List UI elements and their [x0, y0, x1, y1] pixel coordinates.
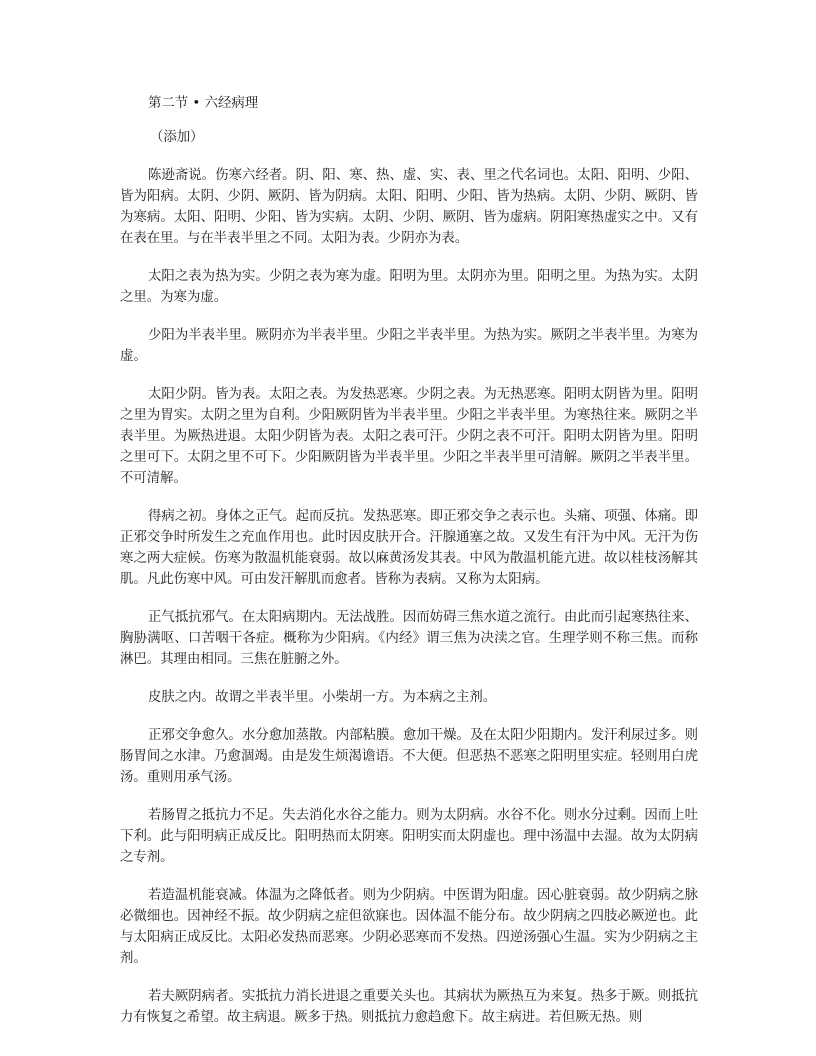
- paragraph: 皮肤之内。故谓之半表半里。小柴胡一方。为本病之主剂。: [148, 690, 497, 705]
- section-title: 第二节 • 六经病理: [148, 96, 259, 111]
- paragraph: 太阳之表为热为实。少阴之表为寒为虚。阳明为里。太阴亦为里。阳明之里。为热为实。太阴之里。为寒为虚。: [120, 269, 698, 305]
- paragraph: 太阳少阴。皆为表。太阳之表。为发热恶寒。少阴之表。为无热恶寒。阳明太阴皆为里。阳明之里为胃实。太阴之里为自利。少阳厥阴皆为半表半里。少阳之半表半里。为寒热往来。厥阴之半表半里。为厥热进退。太阳少阴皆为表。太阳之表可汗。少阴之表不可汗。阳明太阴皆为里。阳明之里可下。太阴之里不可下。少阳厥阴皆为半表半里。少阳之半表半里可清解。厥阴之半表半里。不可清解。: [120, 387, 698, 486]
- paragraph: 若肠胃之抵抗力不足。失去消化水谷之能力。则为太阴病。水谷不化。则水分过剩。因而上吐下利。此与阳明病正成反比。阳明热而太阴寒。阳明实而太阴虚也。理中汤温中去湿。故为太阴病之专剂。: [120, 808, 698, 865]
- paragraph: 若造温机能衰减。体温为之降低者。则为少阴病。中医谓为阳虚。因心脏衰弱。故少阴病之脉必微细也。因神经不振。故少阴病之症但欲寐也。因体温不能分布。故少阴病之四肢必厥逆也。此与太阳病正成反比。太阳必发热而恶寒。少阴必恶寒而不发热。四逆汤强心生温。实为少阴病之主剂。: [120, 888, 698, 966]
- paragraph: 得病之初。身体之正气。起而反抗。发热恶寒。即正邪交争之表示也。头痛、项强、体痛。即正邪交争时所发生之充血作用也。此时因皮肤开合。汗腺通塞之故。又发生有汗为中风。无汗为伤寒之两大症候。伤寒为散温机能衰弱。故以麻黄汤发其表。中风为散温机能亢进。故以桂枝汤解其肌。凡此伤寒中风。可由发汗解肌而愈者。皆称为表病。又称为太阳病。: [120, 509, 698, 587]
- paragraph: 正气抵抗邪气。在太阳病期内。无法战胜。因而妨碍三焦水道之流行。由此而引起寒热往来、胸胁满呕、口苦咽干各症。概称为少阳病。《内经》谓三焦为决渎之官。生理学则不称三焦。而称淋巴。其理由相同。三焦在脏腑之外。: [120, 610, 698, 667]
- section-subtitle: （添加）: [150, 130, 204, 145]
- page-content: [120, 93, 698, 1028]
- paragraph: 正邪交争愈久。水分愈加蒸散。内部粘膜。愈加干燥。及在太阳少阳期内。发汗利尿过多。则肠胃间之水津。乃愈涸竭。由是发生烦渴谵语。不大便。但恶热不恶寒之阳明里实症。轻则用白虎汤。重则用承气汤。: [120, 728, 698, 785]
- paragraph: 陈逊斋说。伤寒六经者。阴、阳、寒、热、虚、实、表、里之代名词也。太阳、阳明、少阳、皆为阳病。太阴、少阴、厥阴、皆为阴病。太阳、阳明、少阳、皆为热病。太阴、少阴、厥阴、皆为寒病。太阳、阳明、少阳、皆为实病。太阴、少阴、厥阴、皆为虚病。阴阳寒热虚实之中。又有在表在里。与在半表半里之不同。太阳为表。少阴亦为表。: [120, 168, 698, 246]
- paragraph: 少阳为半表半里。厥阴亦为半表半里。少阳之半表半里。为热为实。厥阴之半表半里。为寒为虚。: [120, 328, 698, 364]
- paragraph: 若夫厥阴病者。实抵抗力消长进退之重要关头也。其病状为厥热互为来复。热多于厥。则抵抗力有恢复之希望。故主病退。厥多于热。则抵抗力愈趋愈下。故主病进。若但厥无热。则: [120, 989, 698, 1025]
